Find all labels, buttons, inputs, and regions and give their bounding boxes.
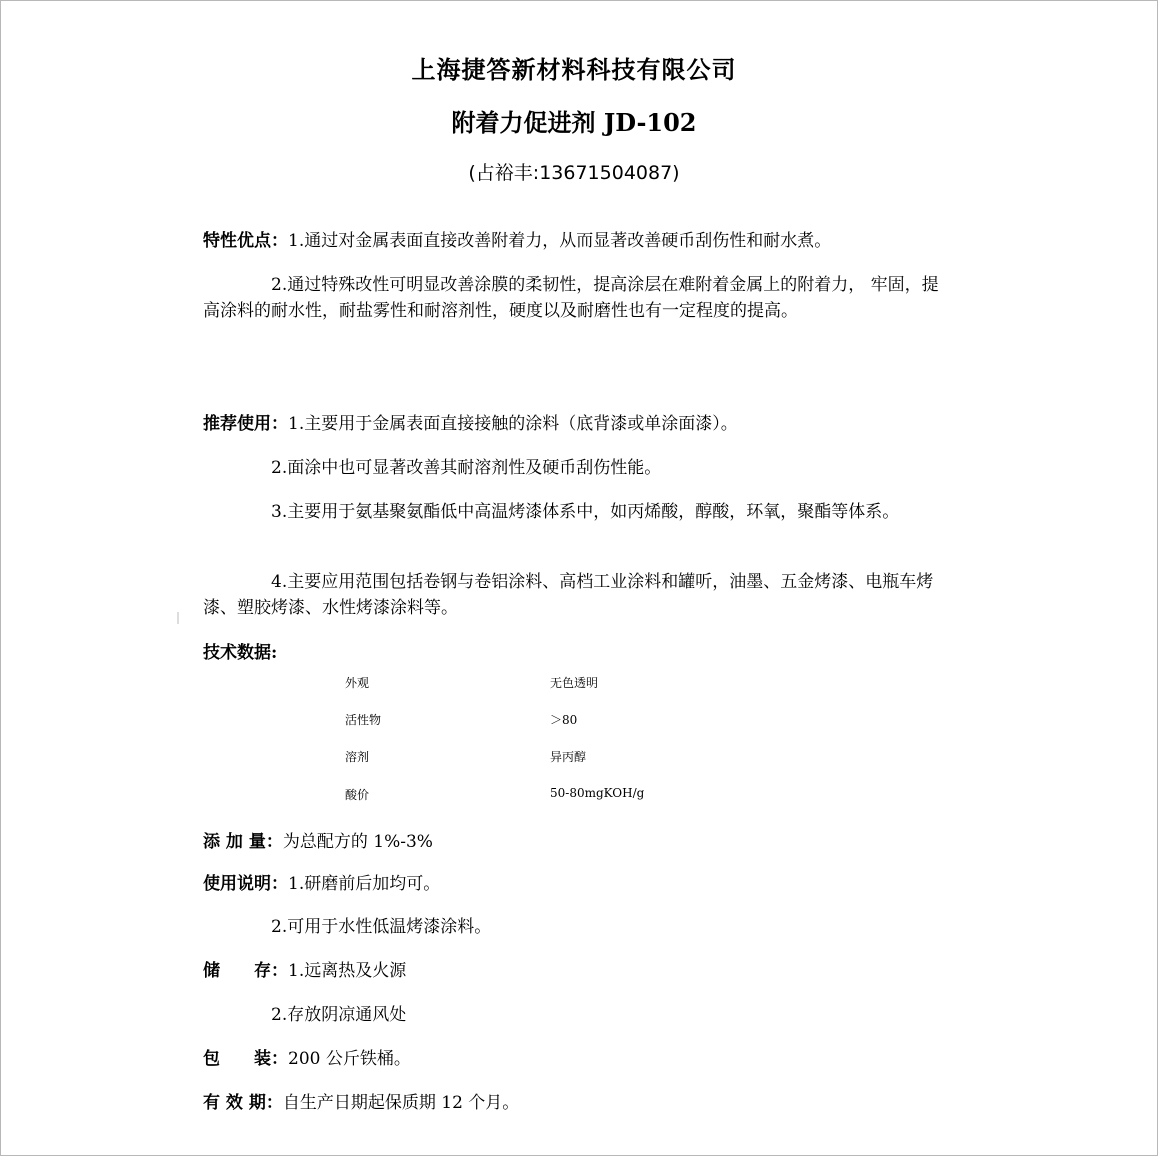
features-text-1: 1.通过对金属表面直接改善附着力，从而显著改善硬币刮伤性和耐水煮。: [288, 231, 832, 251]
company-name: 上海捷答新材料科技有限公司: [411, 55, 737, 84]
features-item-2: 2.通过特殊改性可明显改善涂膜的柔韧性，提高涂层在难附着金属上的附着力， 牢固，提高涂料的耐水性，耐盐雾性和耐溶剂性，硬度以及耐磨性也有一定程度的提高。: [203, 275, 939, 321]
tech-label: 技术数据:: [203, 643, 278, 663]
features-label: 特性优点：: [203, 231, 288, 251]
validity-label: 有 效 期：: [203, 1093, 283, 1113]
validity-text: 自生产日期起保质期 12 个月。: [282, 1093, 520, 1113]
tech-row-value: 异丙醇: [550, 750, 587, 764]
tech-row-value: 50-80mgKOH/g: [550, 786, 645, 800]
storage-item-1: [203, 958, 943, 984]
storage-text-1: 1.远离热及火源: [288, 961, 407, 981]
tech-row-name: 活性物: [345, 713, 382, 727]
features-item-1: [203, 228, 943, 254]
instructions-item-2: 2.可用于水性低温烤漆涂料。: [271, 917, 492, 937]
dosage-text: 为总配方的 1%-3%: [282, 832, 433, 852]
usage-label: 推荐使用：: [203, 414, 288, 434]
dosage-line: [203, 829, 943, 855]
dosage-label: 添 加 量：: [203, 832, 283, 852]
usage-item-3: 3.主要用于氨基聚氨酯低中高温烤漆体系中，如丙烯酸，醇酸，环氧，聚酯等体系。: [271, 502, 900, 522]
instructions-text-1: 1.研磨前后加均可。: [288, 874, 441, 894]
tech-row-name: 溶剂: [345, 750, 370, 764]
packaging-label: 包 装：: [203, 1049, 288, 1069]
storage-label: 储 存：: [203, 961, 288, 981]
instructions-item-1: [203, 871, 943, 897]
usage-text-1: 1.主要用于金属表面直接接触的涂料（底背漆或单涂面漆）。: [288, 414, 738, 434]
tech-row-value: 无色透明: [550, 676, 599, 690]
storage-item-2: 2.存放阴凉通风处: [271, 1005, 407, 1025]
instructions-label: 使用说明：: [203, 874, 288, 894]
usage-item-1: [203, 411, 943, 437]
usage-item-2: 2.面涂中也可显著改善其耐溶剂性及硬币刮伤性能。: [271, 458, 662, 478]
packaging-line: [203, 1046, 943, 1072]
tech-row-name: 外观: [345, 676, 370, 690]
validity-line: [203, 1090, 943, 1116]
contact-info: (占裕丰:13671504087): [468, 162, 680, 184]
product-title: 附着力促进剂 JD-102: [451, 108, 697, 137]
packaging-text: 200 公斤铁桶。: [288, 1049, 411, 1069]
margin-mark: [177, 612, 179, 624]
usage-item-4: 4.主要应用范围包括卷钢与卷铝涂料、高档工业涂料和罐听，油墨、五金烤漆、电瓶车烤漆、塑胶烤漆、水性烤漆涂料等。: [203, 572, 934, 618]
tech-row-name: 酸价: [345, 788, 370, 802]
tech-row-value: ＞80: [550, 713, 578, 727]
